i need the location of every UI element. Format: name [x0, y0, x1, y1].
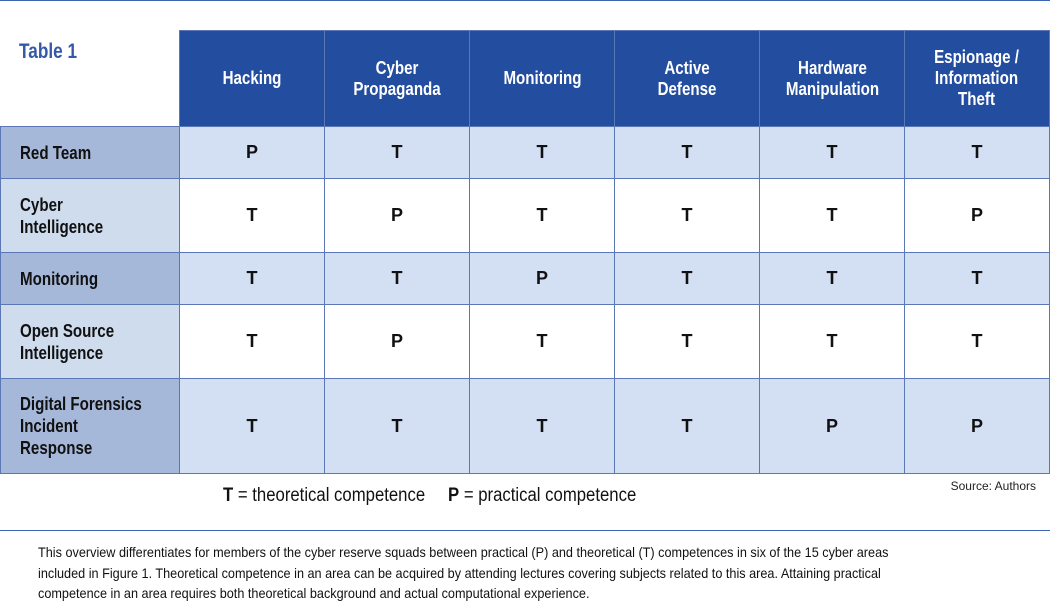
table-cell: T: [760, 127, 905, 179]
table-cell: T: [470, 179, 615, 253]
table-cell: T: [905, 305, 1050, 379]
table-row-red-team: [1, 127, 1050, 179]
table-cell: P: [325, 305, 470, 379]
table-cell: P: [905, 379, 1050, 474]
table-cell: T: [325, 127, 470, 179]
table-cell: T: [760, 305, 905, 379]
table-cell: T: [470, 305, 615, 379]
table-row-cyber-intelligence: [1, 179, 1050, 253]
legend: [223, 485, 636, 507]
table-cell: T: [180, 305, 325, 379]
table-cell: P: [760, 379, 905, 474]
table-cell: T: [470, 379, 615, 474]
table-cell: T: [615, 253, 760, 305]
column-header-monitoring: Monitoring: [470, 31, 615, 127]
column-header-hacking: Hacking: [180, 31, 325, 127]
table-cell: T: [615, 179, 760, 253]
column-header-hardware-manipulation: Hardware Manipulation: [760, 31, 905, 127]
row-header: Cyber Intelligence: [1, 179, 180, 253]
table-row-open-source-intelligence: [1, 305, 1050, 379]
table-cell: P: [905, 179, 1050, 253]
table-cell: T: [180, 253, 325, 305]
table-cell: P: [325, 179, 470, 253]
table-cell: T: [325, 253, 470, 305]
table-cell: T: [470, 127, 615, 179]
row-header: Open Source Intelligence: [1, 305, 180, 379]
column-header-espionage: Espionage / Information Theft: [905, 31, 1050, 127]
table-caption: This overview differentiates for members of the cyber reserve squads between practical (P) and theoretical (T) competences in six of the 15 cyber areas included in Figure 1. Theoretical competence in an area can be acquired by attending lectures covering subjects related to this area. Attaining practical competence in an area requires both theoretical background and actual computational experience.: [38, 544, 889, 601]
table-cell: T: [325, 379, 470, 474]
row-header: Red Team: [1, 127, 180, 179]
table-label: Table 1: [19, 40, 78, 63]
table-cell: T: [905, 127, 1050, 179]
legend-p-key: P: [448, 485, 460, 506]
row-header: Monitoring: [1, 253, 180, 305]
divider: [0, 530, 1050, 531]
table-cell: T: [180, 379, 325, 474]
table-cell: T: [905, 253, 1050, 305]
table-cell: T: [760, 179, 905, 253]
competence-table: [0, 30, 1050, 474]
table-cell: T: [615, 305, 760, 379]
table-cell: P: [180, 127, 325, 179]
source-note: Source: Authors: [950, 479, 1036, 493]
row-header: Digital Forensics Incident Response: [1, 379, 180, 474]
column-header-active-defense: Active Defense: [615, 31, 760, 127]
table-row-monitoring: [1, 253, 1050, 305]
table-cell: T: [615, 379, 760, 474]
top-rule: [0, 0, 1050, 1]
table-cell: T: [760, 253, 905, 305]
column-header-cyber-propaganda: Cyber Propaganda: [325, 31, 470, 127]
legend-t-text: = theoretical competence: [233, 485, 426, 506]
header-row: [1, 31, 1050, 127]
table-cell: T: [180, 179, 325, 253]
table-row-digital-forensics: [1, 379, 1050, 474]
legend-t-key: T: [223, 485, 234, 506]
table-cell: T: [615, 127, 760, 179]
table-cell: P: [470, 253, 615, 305]
legend-p-text: = practical competence: [459, 485, 637, 506]
